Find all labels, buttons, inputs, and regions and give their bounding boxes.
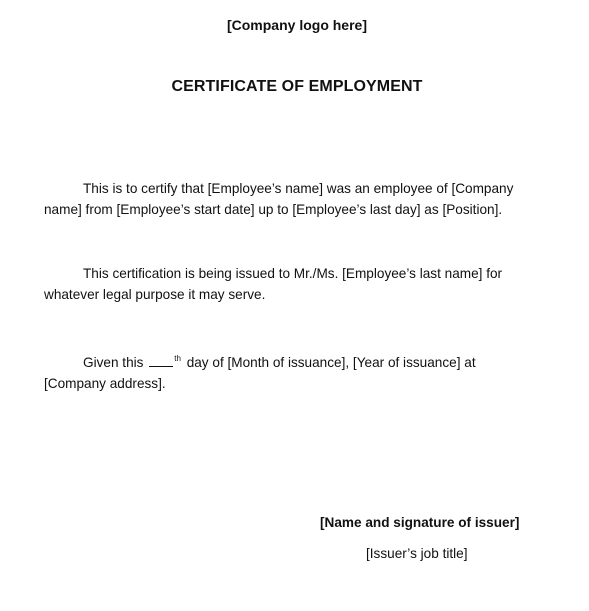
day-blank-line <box>149 355 173 367</box>
issuer-job-title: [Issuer’s job title] <box>366 546 468 561</box>
issuer-name-signature: [Name and signature of issuer] <box>320 515 520 530</box>
issuance-text-end: day of [Month of issuance], [Year of issuance] at [Company address]. <box>44 355 476 391</box>
document-title: CERTIFICATE OF EMPLOYMENT <box>171 78 423 95</box>
company-logo-placeholder: [Company logo here] <box>226 17 367 33</box>
day-ordinal-suffix: th <box>174 354 181 363</box>
purpose-paragraph: This certification is being issued to Mr./Ms. [Employee’s last name] for whatever legal purpose it may serve. <box>44 266 503 302</box>
certification-paragraph: This is to certify that [Employee’s name] was an employee of [Company name] from [Employee’s start date] up to [Employee’s last day] as [Position]. <box>44 181 514 217</box>
issuance-text-start: Given this <box>83 355 144 370</box>
issuance-paragraph <box>44 348 529 394</box>
